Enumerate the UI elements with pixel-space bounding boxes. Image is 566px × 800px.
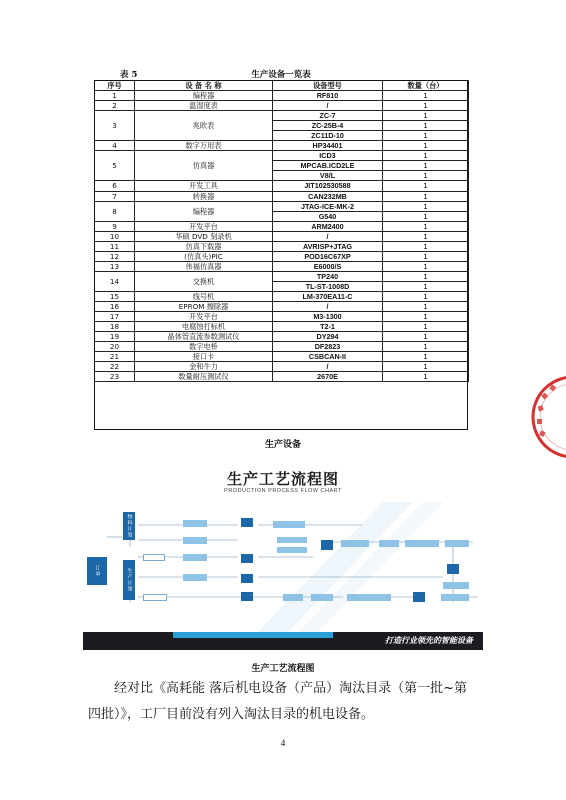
- quantity-cell: 1: [383, 131, 469, 141]
- equipment-name-cell: 开发工具: [135, 181, 273, 191]
- table-row: [95, 241, 469, 251]
- quantity-cell: 1: [383, 201, 469, 211]
- row-number-cell: 2: [95, 101, 135, 111]
- conclusion-paragraph: [88, 676, 480, 728]
- equipment-name-cell: 兆欧表: [135, 111, 273, 141]
- table-row: [95, 362, 469, 372]
- equipment-name-cell: 线号机: [135, 291, 273, 301]
- quantity-cell: 1: [383, 121, 469, 131]
- header-cell: 设 备 名 称: [135, 81, 273, 91]
- quantity-cell: 1: [383, 171, 469, 181]
- table-number: 表 5: [120, 70, 138, 80]
- model-cell: ZC-7: [273, 111, 383, 121]
- flow-step: [413, 592, 425, 602]
- flow-step: [143, 594, 167, 601]
- flow-step: [183, 554, 207, 561]
- flow-chart-footer-accent: [173, 632, 333, 638]
- quantity-cell: 1: [383, 261, 469, 271]
- flow-step: [241, 592, 253, 601]
- row-number-cell: 4: [95, 141, 135, 151]
- equipment-name-cell: 仿真下载器: [135, 241, 273, 251]
- model-cell: CAN232MB: [273, 191, 383, 201]
- quantity-cell: 1: [383, 101, 469, 111]
- row-number-cell: 8: [95, 201, 135, 221]
- row-number-cell: 18: [95, 322, 135, 332]
- equipment-name-cell: 晶体管直流参数测试仪: [135, 332, 273, 342]
- model-cell: M3-1300: [273, 312, 383, 322]
- quantity-cell: 1: [383, 281, 469, 291]
- model-cell: /: [273, 101, 383, 111]
- row-number-cell: 5: [95, 151, 135, 181]
- flow-step: [443, 582, 469, 589]
- row-number-cell: 7: [95, 191, 135, 201]
- table-row: [95, 111, 469, 121]
- quantity-cell: 1: [383, 211, 469, 221]
- flow-step: [445, 540, 469, 547]
- model-cell: ICD3: [273, 151, 383, 161]
- model-cell: T2-1: [273, 322, 383, 332]
- row-number-cell: 11: [95, 241, 135, 251]
- row-number-cell: 10: [95, 231, 135, 241]
- quantity-cell: 1: [383, 302, 469, 312]
- model-cell: POD16C67XP: [273, 251, 383, 261]
- model-cell: DF2823: [273, 342, 383, 352]
- header-cell: 序号: [95, 81, 135, 91]
- model-cell: AVRISP+JTAG: [273, 241, 383, 251]
- table-row: [95, 372, 469, 382]
- flow-step: [441, 594, 469, 601]
- flow-step: [183, 520, 207, 527]
- quantity-cell: 1: [383, 312, 469, 322]
- row-number-cell: 21: [95, 352, 135, 362]
- equipment-name-cell: 开发平台: [135, 312, 273, 322]
- table-row: [95, 91, 469, 101]
- header-cell: 数量（台）: [383, 81, 469, 91]
- equipment-name-cell: 编程器: [135, 201, 273, 221]
- model-cell: /: [273, 231, 383, 241]
- model-cell: HP34401: [273, 141, 383, 151]
- row-number-cell: 17: [95, 312, 135, 322]
- flow-chart-title: 生产工艺流程图: [226, 470, 339, 488]
- model-cell: /: [273, 302, 383, 312]
- flow-step: [143, 554, 165, 561]
- row-number-cell: 9: [95, 221, 135, 231]
- equipment-name-cell: 仿真器: [135, 151, 273, 181]
- table-row: [95, 312, 469, 322]
- model-cell: TP240: [273, 271, 383, 281]
- equipment-name-cell: 数字万用表: [135, 141, 273, 151]
- quantity-cell: 1: [383, 332, 469, 342]
- equipment-name-cell: 金和牛力: [135, 362, 273, 372]
- material-plan-block: 物料计划: [123, 512, 135, 540]
- equipment-table-section: [94, 66, 468, 382]
- row-number-cell: 19: [95, 332, 135, 342]
- model-cell: TL-ST-1008D: [273, 281, 383, 291]
- equipment-name-cell: 电腐蚀打标机: [135, 322, 273, 332]
- table-row: [95, 251, 469, 261]
- model-cell: JTAG-ICE-MK-2: [273, 201, 383, 211]
- quantity-cell: 1: [383, 251, 469, 261]
- equipment-name-cell: 温湿度表: [135, 101, 273, 111]
- row-number-cell: 12: [95, 251, 135, 261]
- equipment-name-cell: 编程器: [135, 91, 273, 101]
- flow-step: [283, 594, 303, 601]
- row-number-cell: 1: [95, 91, 135, 101]
- model-cell: ZC11D-10: [273, 131, 383, 141]
- quantity-cell: 1: [383, 191, 469, 201]
- row-number-cell: 6: [95, 181, 135, 191]
- quantity-cell: 1: [383, 221, 469, 231]
- model-cell: RF810: [273, 91, 383, 101]
- model-cell: G540: [273, 211, 383, 221]
- quantity-cell: 1: [383, 271, 469, 281]
- quantity-cell: 1: [383, 352, 469, 362]
- table-row: [95, 261, 469, 271]
- row-number-cell: 15: [95, 291, 135, 301]
- table-row: [95, 221, 469, 231]
- flow-step: [347, 594, 391, 601]
- table-row: [95, 332, 469, 342]
- equipment-name-cell: 华硕 DVD 刻录机: [135, 231, 273, 241]
- model-cell: ARM2400: [273, 221, 383, 231]
- model-cell: ZC-25B-4: [273, 121, 383, 131]
- quantity-cell: 1: [383, 231, 469, 241]
- quantity-cell: 1: [383, 161, 469, 171]
- flow-step: [341, 540, 369, 547]
- production-plan-block: 生产计划: [123, 560, 135, 600]
- quantity-cell: 1: [383, 91, 469, 101]
- table-row: [95, 291, 469, 301]
- flow-step: [277, 537, 307, 543]
- quantity-cell: 1: [383, 181, 469, 191]
- flow-step: [183, 574, 207, 581]
- flow-step: [241, 518, 253, 527]
- table-row: [95, 322, 469, 332]
- equipment-table: [94, 80, 469, 382]
- quantity-cell: 1: [383, 241, 469, 251]
- equipment-name-cell: 接口卡: [135, 352, 273, 362]
- table-header-row: [95, 81, 469, 91]
- flow-step: [183, 537, 207, 544]
- flow-step: [273, 521, 305, 528]
- quantity-cell: 1: [383, 291, 469, 301]
- table-caption: [94, 66, 468, 80]
- table-row: [95, 191, 469, 201]
- row-number-cell: 22: [95, 362, 135, 372]
- row-number-cell: 13: [95, 261, 135, 271]
- model-cell: /: [273, 362, 383, 372]
- table-row: [95, 302, 469, 312]
- table-row: [95, 352, 469, 362]
- flow-chart-subtitle: PRODUCTION PROCESS FLOW CHART: [224, 488, 342, 494]
- row-number-cell: 23: [95, 372, 135, 382]
- flow-step: [447, 564, 459, 574]
- flow-chart-caption: 生产工艺流程图: [251, 664, 315, 674]
- model-cell: LM-370EA11-C: [273, 291, 383, 301]
- quantity-cell: 1: [383, 362, 469, 372]
- equipment-name-cell: 交换机: [135, 271, 273, 291]
- table-row: [95, 101, 469, 111]
- table-title: 生产设备一览表: [251, 70, 311, 80]
- quantity-cell: 1: [383, 322, 469, 332]
- table-row: [95, 342, 469, 352]
- model-cell: JIT102530588: [273, 181, 383, 191]
- quantity-cell: 1: [383, 111, 469, 121]
- table-row: [95, 141, 469, 151]
- row-number-cell: 14: [95, 271, 135, 291]
- conclusion-text: 经对比《高耗能 落后机电设备（产品）淘汰目录（第一批~第四批）》，工厂目前没有列入淘汰目录的机电设备。: [88, 681, 468, 722]
- table-row: [95, 271, 469, 281]
- quantity-cell: 1: [383, 372, 469, 382]
- row-number-cell: 20: [95, 342, 135, 352]
- page-number: 4: [280, 738, 286, 748]
- flow-step: [311, 594, 333, 601]
- process-flow-chart: [83, 462, 483, 650]
- quantity-cell: 1: [383, 342, 469, 352]
- model-cell: MPCAB.ICD2LE: [273, 161, 383, 171]
- flow-step: [379, 540, 399, 547]
- equipment-name-cell: 转换器: [135, 191, 273, 201]
- equipment-name-cell: 伟福仿真器: [135, 261, 273, 271]
- model-cell: CSBCAN-II: [273, 352, 383, 362]
- company-seal: [528, 372, 566, 462]
- model-cell: DY294: [273, 332, 383, 342]
- flow-step: [321, 540, 333, 550]
- flow-step: [405, 540, 439, 547]
- equipment-caption: 生产设备: [264, 440, 301, 450]
- flow-step: [241, 574, 253, 583]
- equipment-name-cell: (仿真头)PIC: [135, 251, 273, 261]
- flow-step: [241, 554, 253, 563]
- table-row: [95, 151, 469, 161]
- flow-chart-slogan: 打造行业领先的智能设备: [385, 636, 473, 645]
- row-number-cell: 16: [95, 302, 135, 312]
- flow-step: [277, 547, 307, 553]
- row-number-cell: 3: [95, 111, 135, 141]
- table-row: [95, 201, 469, 211]
- equipment-name-cell: 数量耐压测试仪: [135, 372, 273, 382]
- model-cell: V8/L: [273, 171, 383, 181]
- table-body: [95, 91, 469, 382]
- equipment-name-cell: 数字电桥: [135, 342, 273, 352]
- quantity-cell: 1: [383, 151, 469, 161]
- model-cell: E6000/S: [273, 261, 383, 271]
- equipment-name-cell: 开发平台: [135, 221, 273, 231]
- header-cell: 设备型号: [273, 81, 383, 91]
- table-row: [95, 231, 469, 241]
- order-block: 订单: [87, 557, 107, 585]
- quantity-cell: 1: [383, 141, 469, 151]
- equipment-name-cell: EPROM 擦除器: [135, 302, 273, 312]
- model-cell: 2670E: [273, 372, 383, 382]
- table-row: [95, 181, 469, 191]
